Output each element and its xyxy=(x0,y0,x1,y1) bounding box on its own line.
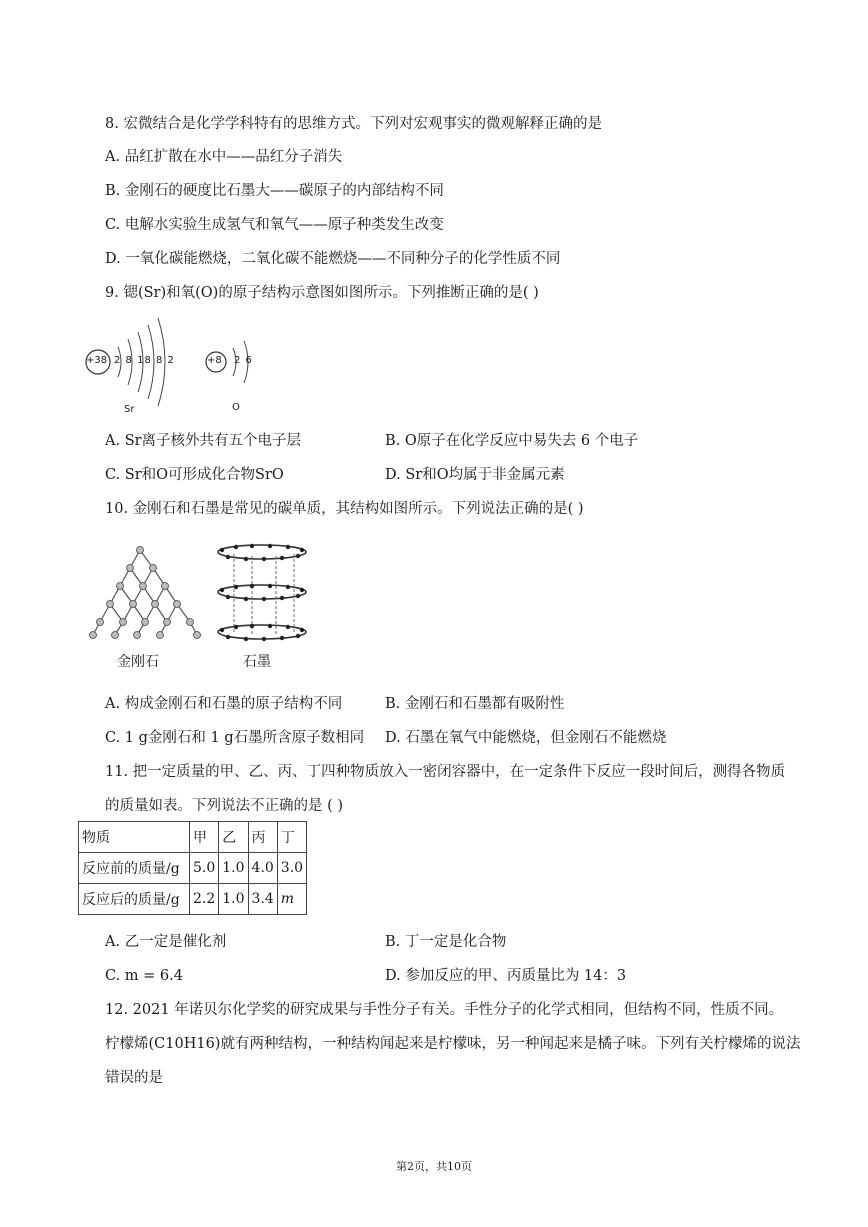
q11-option-d: D. 参加反应的甲、丙质量比为 14：3 xyxy=(385,968,627,984)
q8-option-d: D. 一氧化碳能燃烧，二氧化碳不能燃烧——不同种分子的化学性质不同 xyxy=(105,251,561,267)
table-cell: 丙 xyxy=(248,822,277,853)
sr-label: Sr xyxy=(124,404,135,415)
atomic-structure-figure xyxy=(78,312,278,422)
q8-stem: 8. 宏微结合是化学学科特有的思维方式。下列对宏观事实的微观解释正确的是 xyxy=(105,116,602,132)
o-label: O xyxy=(232,402,240,413)
graphite-structure-figure xyxy=(212,540,312,650)
q11-option-c: C. m = 6.4 xyxy=(105,968,183,984)
q11-option-b: B. 丁一定是化合物 xyxy=(385,934,507,950)
graphite-label: 石墨 xyxy=(243,654,271,670)
q10-option-d: D. 石墨在氧气中能燃烧，但金刚石不能燃烧 xyxy=(385,730,667,746)
q10-option-c: C. 1 g金刚石和 1 g石墨所含原子数相同 xyxy=(105,730,365,746)
table-row xyxy=(79,853,307,884)
table-cell: 甲 xyxy=(190,822,219,853)
table-cell: 丁 xyxy=(277,822,306,853)
table-header-row xyxy=(79,822,307,853)
sr-electron-shells: 2 8 18 8 2 xyxy=(114,355,175,366)
q12-line2: 柠檬烯(C10H16)就有两种结构，一种结构闻起来是柠檬味，另一种闻起来是橘子味。下列有关柠檬烯的说法 xyxy=(105,1036,801,1052)
table-cell: 物质 xyxy=(79,822,190,853)
table-cell: 反应前的质量/g xyxy=(79,853,190,884)
page-footer: 第2页，共10页 xyxy=(396,1160,472,1173)
q11-stem-line2: 的质量如表。下列说法不正确的是 ( ) xyxy=(105,798,344,814)
table-cell: 3.0 xyxy=(277,853,306,884)
mass-table xyxy=(78,821,307,915)
table-cell: 3.4 xyxy=(248,884,277,915)
q8-option-c: C. 电解水实验生成氢气和氧气——原子种类发生改变 xyxy=(105,217,444,233)
q10-option-a: A. 构成金刚石和石墨的原子结构不同 xyxy=(105,696,343,712)
q12-line3: 错误的是 xyxy=(105,1070,163,1086)
q12-line1: 12. 2021 年诺贝尔化学奖的研究成果与手性分子有关。手性分子的化学式相同，但结构不同，性质不同。 xyxy=(105,1002,784,1018)
diamond-structure-figure xyxy=(85,540,205,650)
table-cell: 1.0 xyxy=(219,884,248,915)
table-cell: m xyxy=(277,884,306,915)
q10-stem: 10. 金刚石和石墨是常见的碳单质，其结构如图所示。下列说法正确的是( ) xyxy=(105,501,584,517)
q9-option-a: A. Sr离子核外共有五个电子层 xyxy=(105,433,302,449)
q11-option-a: A. 乙一定是催化剂 xyxy=(105,934,227,950)
table-cell: 4.0 xyxy=(248,853,277,884)
q8-option-b: B. 金刚石的硬度比石墨大——碳原子的内部结构不同 xyxy=(105,183,444,199)
table-cell: 乙 xyxy=(219,822,248,853)
o-electron-shells: 2 6 xyxy=(234,355,253,366)
sr-nucleus-charge: +38 xyxy=(86,355,108,366)
diamond-label: 金刚石 xyxy=(117,654,159,670)
q9-stem: 9. 锶(Sr)和氧(O)的原子结构示意图如图所示。下列推断正确的是( ) xyxy=(105,285,539,301)
q8-option-a: A. 品红扩散在水中——品红分子消失 xyxy=(105,149,343,165)
table-cell: 反应后的质量/g xyxy=(79,884,190,915)
table-row xyxy=(79,884,307,915)
table-cell: 1.0 xyxy=(219,853,248,884)
o-nucleus-charge: +8 xyxy=(207,355,222,366)
q9-option-b: B. O原子在化学反应中易失去 6 个电子 xyxy=(385,433,639,449)
table-cell: 2.2 xyxy=(190,884,219,915)
q11-stem-line1: 11. 把一定质量的甲、乙、丙、丁四种物质放入一密闭容器中，在一定条件下反应一段时间后，测得各物质 xyxy=(105,764,786,780)
q9-option-d: D. Sr和O均属于非金属元素 xyxy=(385,467,565,483)
table-cell: 5.0 xyxy=(190,853,219,884)
q9-option-c: C. Sr和O可形成化合物SrO xyxy=(105,467,284,483)
q10-option-b: B. 金刚石和石墨都有吸附性 xyxy=(385,696,565,712)
